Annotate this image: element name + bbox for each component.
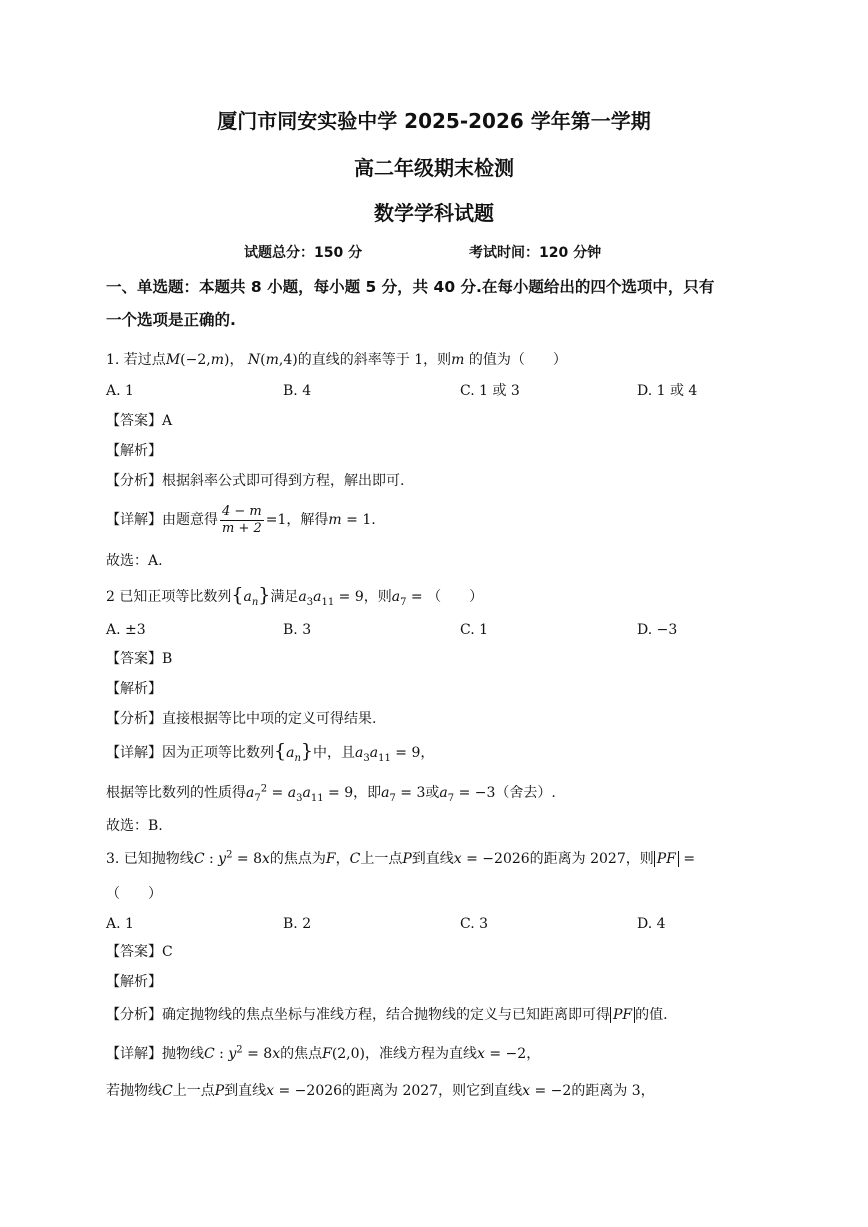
q3-answer: 【答案】C — [106, 944, 173, 960]
q2-option-c: C. 1 — [460, 622, 489, 638]
section-heading-line-2: 一个选项是正确的. — [106, 311, 236, 329]
q1-option-b: B. 4 — [283, 383, 312, 399]
q1-analysis-label: 【解析】 — [106, 443, 162, 459]
q3-option-c: C. 3 — [460, 916, 489, 932]
q1-option-a: A. 1 — [106, 383, 134, 399]
q1-option-d: D. 1 或 4 — [637, 383, 698, 399]
q2-fenxi: 【分析】直接根据等比中项的定义可得结果. — [106, 711, 377, 727]
q3-detail-line-2: 若抛物线C上一点P到直线x = −2026的距离为 2027，则它到直线x = −2的距离为 3， — [106, 1083, 655, 1099]
q2-analysis-label: 【解析】 — [106, 681, 162, 697]
q2-answer: 【答案】B — [106, 651, 173, 667]
q2-option-a: A. ±3 — [106, 622, 146, 638]
q2-option-b: B. 3 — [283, 622, 312, 638]
q3-option-a: A. 1 — [106, 916, 134, 932]
question-2-stem: 2 已知正项等比数列$\{a_n\}$满足$a_3a_{11} = 9$，则$a_7$ = （ ） — [106, 584, 484, 608]
q3-fenxi: 【分析】确定抛物线的焦点坐标与准线方程，结合抛物线的定义与已知距离即可得 PF 的值. — [106, 1007, 668, 1023]
q1-fenxi: 【分析】根据斜率公式即可得到方程，解出即可. — [106, 473, 405, 489]
question-3-stem: 3. 已知抛物线C : $y^2 = 8x$的焦点为F，C上一点P到直线x = −2026的距离为 2027，则 PF = — [106, 849, 696, 867]
q1-option-c: C. 1 或 3 — [460, 383, 520, 399]
q1-fraction: $\frac{4 - m}{m + 2}$ — [222, 503, 262, 536]
q1-answer: 【答案】A — [106, 413, 173, 429]
q1-choose: 故选：A. — [106, 553, 163, 569]
section-heading-line-1: 一、单选题：本题共 8 小题，每小题 5 分，共 40 分.在每小题给出的四个选项中，只有 — [106, 278, 715, 296]
q1-detail: 【详解】由题意得 $\frac{4 - m}{m + 2}$ =1，解得m = 1. — [106, 503, 376, 536]
q3-detail: 【详解】抛物线C : $y^2 = 8x$的焦点F(2,0)，准线方程为直线x = −2， — [106, 1044, 541, 1062]
question-1-stem: 1. 若过点M(−2,m)， N(m,4)的直线的斜率等于 1，则m 的值为（ ） — [106, 352, 567, 368]
q3-paren: （ ） — [106, 886, 162, 902]
title-line-3: 数学学科试题 — [374, 201, 494, 225]
q2-detail: 【详解】因为正项等比数列$\{a_n\}$中，且$a_3a_{11} = 9$， — [106, 740, 435, 764]
q2-option-d: D. −3 — [637, 622, 678, 638]
exam-time: 考试时间：120 分钟 — [469, 245, 602, 261]
q3-option-d: D. 4 — [637, 916, 666, 932]
title-line-1: 厦门市同安实验中学 2025-2026 学年第一学期 — [217, 109, 651, 133]
q2-choose: 故选：B. — [106, 818, 163, 834]
title-line-2: 高二年级期末检测 — [354, 156, 514, 180]
q3-option-b: B. 2 — [283, 916, 312, 932]
total-score: 试题总分：150 分 — [244, 245, 363, 261]
q3-analysis-label: 【解析】 — [106, 974, 162, 990]
q2-detail-line-2: 根据等比数列的性质得$a_7^2 = a_3a_{11} = 9$，即$a_7 = 3$或$a_7 = -3$（舍去）. — [106, 783, 556, 804]
